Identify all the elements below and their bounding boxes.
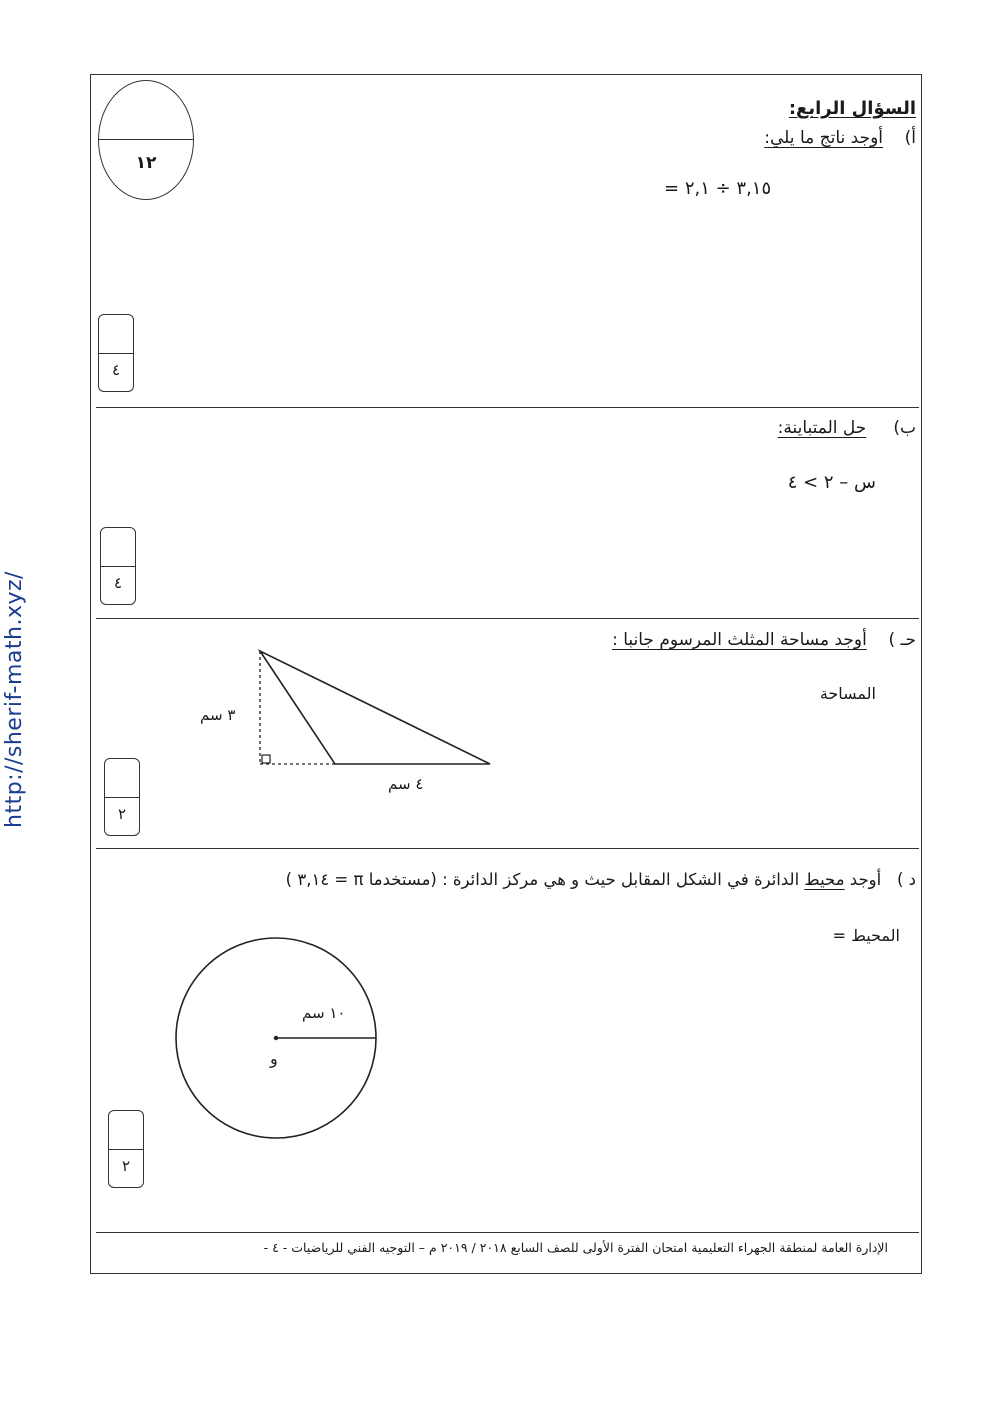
perimeter-label: المحيط = [832, 926, 900, 945]
total-score: ١٢ [135, 153, 157, 173]
question-title: السؤال الرابع: [788, 98, 916, 119]
circle-center-point [274, 1036, 278, 1040]
part-c-label: حـ ) [888, 630, 916, 650]
part-d-instruction-suffix: الدائرة في الشكل المقابل حيث و هي مركز الدائرة : (مستخدما π = ٣,١٤ ) [285, 870, 800, 889]
part-d-marks-box [108, 1110, 144, 1188]
part-c-instruction: أوجد مساحة المثلث المرسوم جانبا : [612, 630, 867, 650]
circle-radius-label: ١٠ سم [302, 1004, 346, 1022]
part-b-label: ب) [893, 418, 916, 438]
part-c-marks: ٢ [117, 805, 127, 823]
part-d-instruction-keyword: محيط [804, 870, 845, 889]
part-a-label: أ) [904, 128, 916, 148]
marks-divider [109, 1149, 143, 1150]
circle-center-label: و [270, 1049, 278, 1068]
part-b-expression: س – ٢ > ٤ [787, 472, 876, 493]
footer-divider [96, 1232, 919, 1233]
part-d-instruction-prefix: أوجد [849, 870, 882, 889]
part-d-marks: ٢ [121, 1157, 131, 1175]
website-watermark[interactable]: http://sherif-math.xyz/ [2, 571, 27, 828]
part-a-instruction: أوجد ناتج ما يلي: [764, 128, 884, 148]
part-a-expression: ٣,١٥ ÷ ٢,١ = [664, 178, 772, 199]
part-d-label: د ) [896, 870, 916, 889]
footer-text: الإدارة العامة لمنطقة الجهراء التعليمية امتحان الفترة الأولى للصف السابع ٢٠١٨ / ٢٠١٩ م – التوجيه الفني للرياضيات - ٤ - [263, 1240, 888, 1255]
area-label: المساحة [819, 684, 876, 703]
part-b-marks: ٤ [113, 574, 123, 592]
part-a-marks: ٤ [111, 361, 121, 379]
triangle-height-label: ٣ سم [200, 706, 236, 724]
part-b-instruction: حل المتباينة: [777, 418, 867, 438]
triangle-base-label: ٤ سم [388, 775, 424, 793]
